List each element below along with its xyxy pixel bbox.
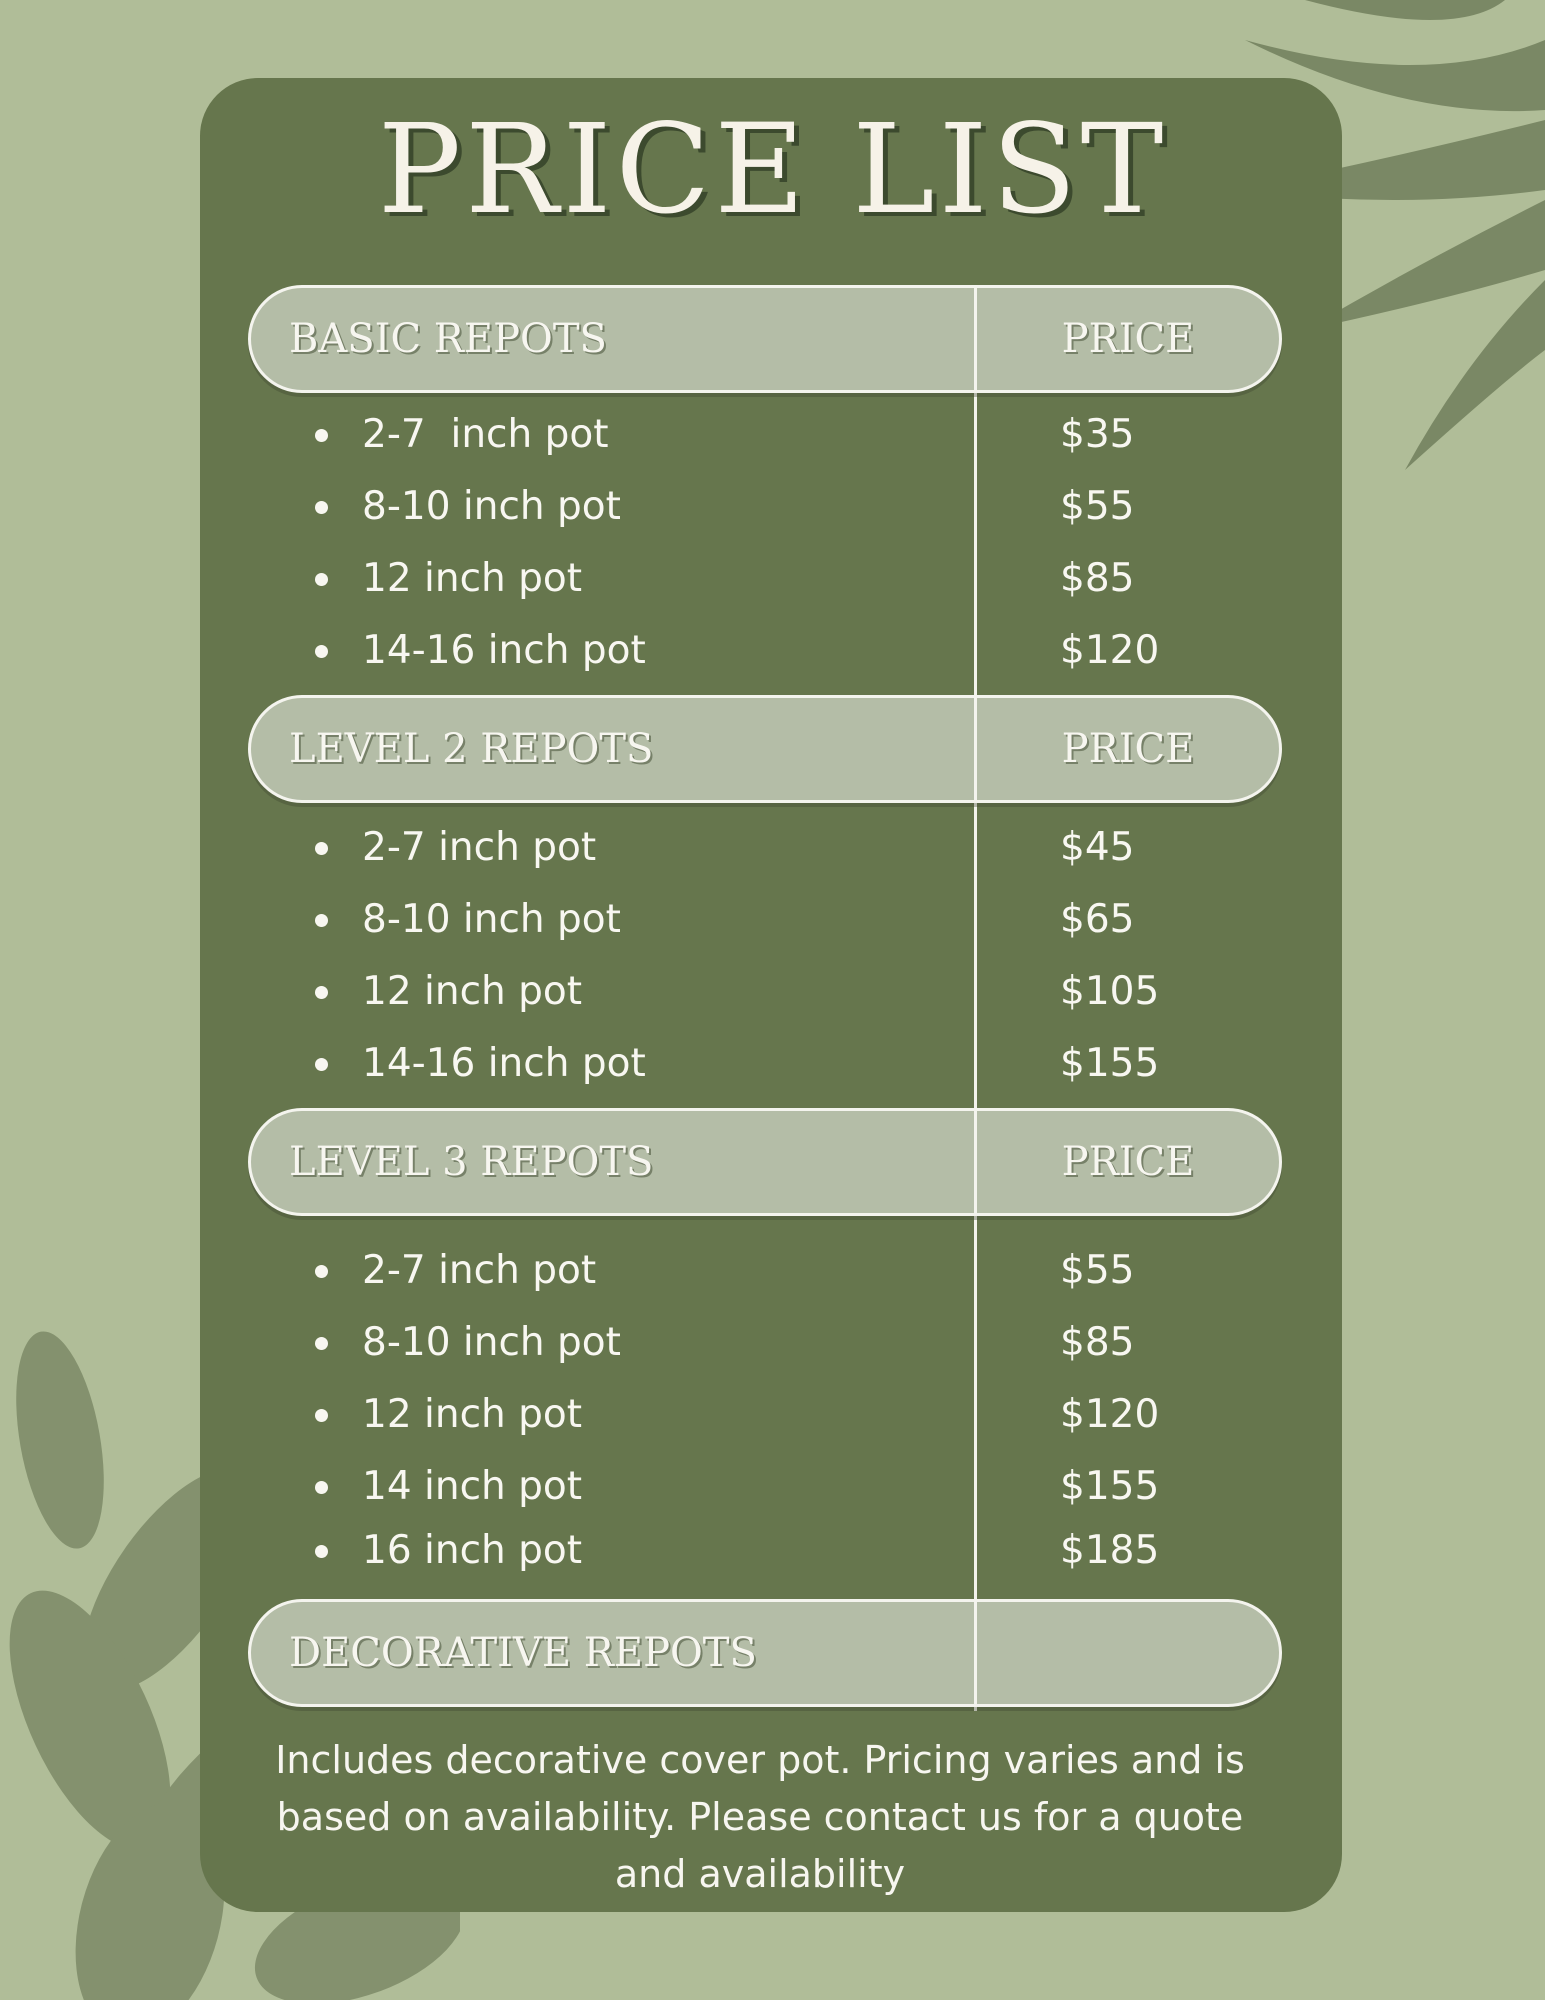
list-item <box>315 549 1215 609</box>
item-price: $155 <box>1060 1464 1160 1509</box>
price-column-label: PRICE <box>1061 316 1195 362</box>
category-label: LEVEL 2 REPOTS <box>289 726 654 772</box>
category-label: DECORATIVE REPOTS <box>289 1630 757 1676</box>
section-header-basic-repots <box>248 285 1282 393</box>
item-price: $55 <box>1060 484 1135 529</box>
item-price: $105 <box>1060 969 1160 1014</box>
item-name: 2-7 inch pot <box>362 412 609 457</box>
bullet-icon <box>315 1058 328 1071</box>
list-item <box>315 477 1215 537</box>
item-name: 8-10 inch pot <box>362 897 621 942</box>
bullet-icon <box>315 1545 328 1558</box>
bullet-icon <box>315 914 328 927</box>
list-item <box>315 1034 1215 1094</box>
header-divider <box>974 1602 977 1704</box>
page-title: PRICE LIST <box>377 98 1168 242</box>
list-item <box>315 1313 1215 1373</box>
item-price: $185 <box>1060 1528 1160 1573</box>
list-item <box>315 962 1215 1022</box>
price-column-label: PRICE <box>1061 726 1195 772</box>
item-price: $85 <box>1060 1320 1135 1365</box>
list-item <box>315 621 1215 681</box>
category-label: LEVEL 3 REPOTS <box>289 1139 654 1185</box>
bullet-icon <box>315 1337 328 1350</box>
section-header-decorative-repots <box>248 1599 1282 1707</box>
item-price: $120 <box>1060 628 1160 673</box>
item-price: $35 <box>1060 412 1135 457</box>
item-name: 8-10 inch pot <box>362 484 621 529</box>
item-price: $65 <box>1060 897 1135 942</box>
bullet-icon <box>315 986 328 999</box>
list-item <box>315 1385 1215 1445</box>
item-name: 14-16 inch pot <box>362 1041 646 1086</box>
item-price: $85 <box>1060 556 1135 601</box>
list-item <box>315 1521 1215 1581</box>
decorative-note: Includes decorative cover pot. Pricing varies and is based on availability. Please contact us for a quote and availability <box>275 1738 1245 1896</box>
bullet-icon <box>315 842 328 855</box>
category-label: BASIC REPOTS <box>289 316 607 362</box>
bullet-icon <box>315 645 328 658</box>
bullet-icon <box>315 1481 328 1494</box>
item-name: 12 inch pot <box>362 969 583 1014</box>
bullet-icon <box>315 1265 328 1278</box>
list-item <box>315 1241 1215 1301</box>
price-column-label: PRICE <box>1061 1139 1195 1185</box>
bullet-icon <box>315 1409 328 1422</box>
list-item <box>315 405 1215 465</box>
item-name: 16 inch pot <box>362 1528 583 1573</box>
section-header-level-2-repots <box>248 695 1282 803</box>
bullet-icon <box>315 501 328 514</box>
bullet-icon <box>315 429 328 442</box>
list-item <box>315 1457 1215 1517</box>
item-name: 14 inch pot <box>362 1464 583 1509</box>
item-price: $55 <box>1060 1248 1135 1293</box>
item-price: $155 <box>1060 1041 1160 1086</box>
item-name: 2-7 inch pot <box>362 825 597 870</box>
list-item <box>315 890 1215 950</box>
item-name: 2-7 inch pot <box>362 1248 597 1293</box>
item-name: 14-16 inch pot <box>362 628 646 673</box>
item-price: $120 <box>1060 1392 1160 1437</box>
section-header-level-3-repots <box>248 1108 1282 1216</box>
bullet-icon <box>315 573 328 586</box>
item-name: 12 inch pot <box>362 1392 583 1437</box>
item-price: $45 <box>1060 825 1135 870</box>
item-name: 8-10 inch pot <box>362 1320 621 1365</box>
item-name: 12 inch pot <box>362 556 583 601</box>
list-item <box>315 818 1215 878</box>
